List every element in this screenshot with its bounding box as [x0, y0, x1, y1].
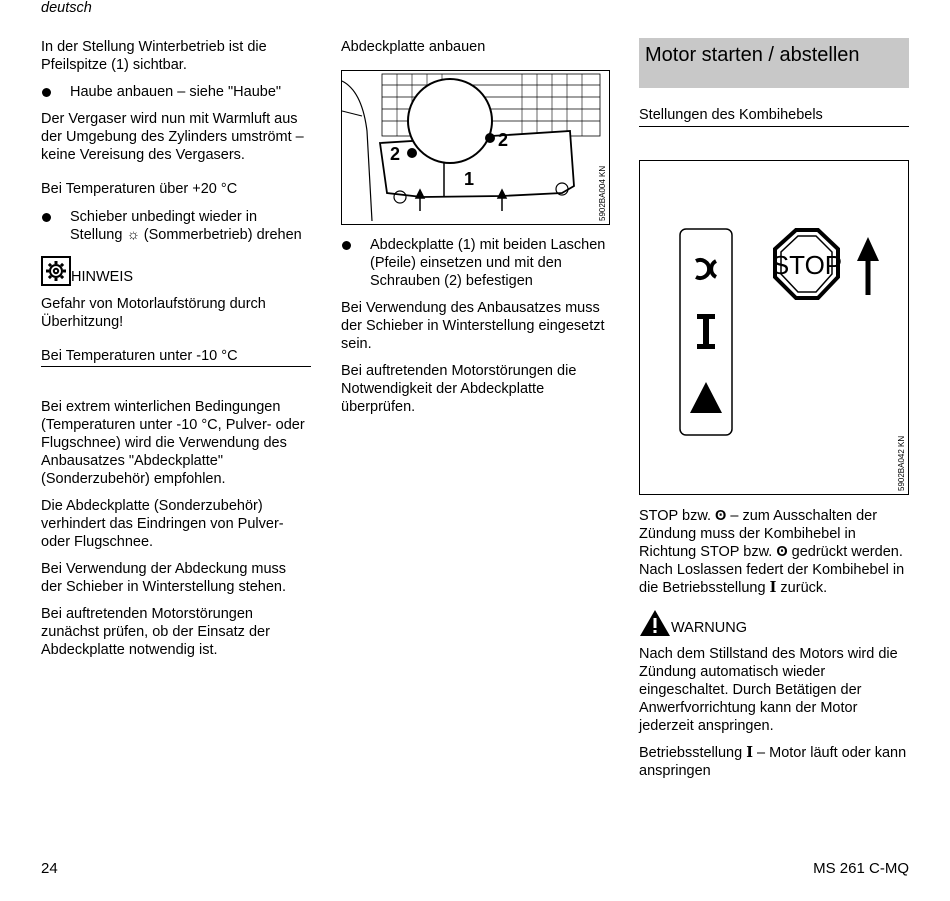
paragraph: In der Stellung Winterbetrieb ist die Pfeilspitze (1) sichtbar.	[41, 39, 267, 73]
cover-plate-figure	[341, 70, 610, 225]
text: zurück.	[780, 580, 828, 596]
warning-label: WARNUNG	[671, 620, 747, 636]
subheading: Bei Temperaturen über +20 °C	[41, 181, 238, 197]
paragraph	[639, 744, 909, 780]
paragraph: Die Abdeckplatte (Sonderzubehör) verhindert das Eindringen von Pulver- oder Flugschnee.	[41, 498, 284, 550]
bullet-text: Schieber unbedingt wieder in Stellung	[70, 209, 258, 243]
figure-label-2: 2	[498, 130, 509, 150]
page-number: 24	[41, 860, 58, 877]
notice-block	[41, 256, 311, 286]
stop-symbol-icon: ʘ	[715, 508, 727, 524]
stop-term: STOP	[700, 544, 740, 560]
column-right-lower	[639, 507, 909, 789]
figure-code: 5902BA004 KN	[598, 165, 607, 221]
column-middle-lower	[341, 236, 611, 425]
column-left	[41, 38, 311, 668]
warning-icon	[639, 609, 671, 637]
warning-block	[639, 609, 909, 637]
paragraph: Der Vergaser wird nun mit Warmluft aus der Umgebung des Zylinders umströmt – keine Vereisung des Vergasers.	[41, 111, 304, 163]
bullet-item	[41, 208, 311, 244]
text: – Motor läuft oder kann anspringen	[639, 745, 907, 779]
paragraph: Bei Verwendung der Abdeckung muss der Schieber in Winterstellung stehen.	[41, 561, 287, 595]
bullet-item: Haube anbauen – siehe "Haube"	[41, 83, 311, 101]
page-language-label: deutsch	[41, 0, 92, 16]
paragraph: Nach dem Stillstand des Motors wird die Zündung automatisch wieder eingeschaltet. Durch Betätigen der Anwerfvorrichtung kann der Motor jederzeit anspringen.	[639, 646, 898, 734]
stop-symbol-icon: ʘ	[776, 544, 788, 560]
paragraph: Gefahr von Motorlaufstörung durch Überhitzung!	[41, 296, 266, 330]
column-middle	[341, 38, 611, 65]
text: bzw.	[743, 544, 773, 560]
text: – zum Ausschalten der Zündung muss der Kombihebel in Richtung	[639, 508, 878, 560]
stop-term: STOP	[639, 508, 678, 524]
run-position-symbol: I	[746, 744, 753, 761]
paragraph: Bei Verwendung des Anbausatzes muss der Schieber in Winterstellung eingesetzt sein.	[341, 300, 605, 352]
text: gedrückt werden. Nach Loslassen federt der Kombihebel in die Betriebsstellung	[639, 544, 905, 596]
model-name: MS 261 C-MQ	[813, 860, 909, 877]
gear-icon	[41, 256, 71, 286]
combination-lever-figure	[639, 160, 909, 495]
paragraph: Bei auftretenden Motorstörungen die Notwendigkeit der Abdeckplatte überprüfen.	[341, 363, 577, 415]
bullet-text: (Sommerbetrieb) drehen	[143, 227, 302, 243]
notice-label: HINWEIS	[71, 269, 134, 285]
subheading: Stellungen des Kombihebels	[639, 106, 909, 127]
sun-icon: ☼	[126, 227, 140, 243]
text: bzw.	[682, 508, 712, 524]
figure-code: 5902BA042 KN	[897, 435, 906, 491]
figure-label-2: 2	[390, 144, 401, 164]
section-title: Motor starten / abstellen	[639, 38, 909, 88]
stop-sign-text: STOP	[771, 250, 843, 280]
subheading: Abdeckplatte anbauen	[341, 39, 486, 55]
paragraph: Bei extrem winterlichen Bedingungen (Temperaturen unter -10 °C, Pulver- oder Flugschnee) wird die Verwendung des Anbausatzes "Abdeckplatte" (Sonderzubehör) empfohlen.	[41, 399, 305, 487]
column-right	[639, 38, 909, 136]
figure-label-1: 1	[464, 169, 475, 189]
term: Betriebsstellung	[639, 745, 743, 761]
subheading: Bei Temperaturen unter -10 °C	[41, 347, 311, 367]
run-position-symbol: I	[769, 579, 777, 596]
bullet-item: Abdeckplatte (1) mit beiden Laschen (Pfeile) einsetzen und mit den Schrauben (2) befestigen	[341, 236, 611, 290]
paragraph: Bei auftretenden Motorstörungen zunächst prüfen, ob der Einsatz der Abdeckplatte notwendig ist.	[41, 606, 270, 658]
paragraph	[639, 507, 909, 597]
